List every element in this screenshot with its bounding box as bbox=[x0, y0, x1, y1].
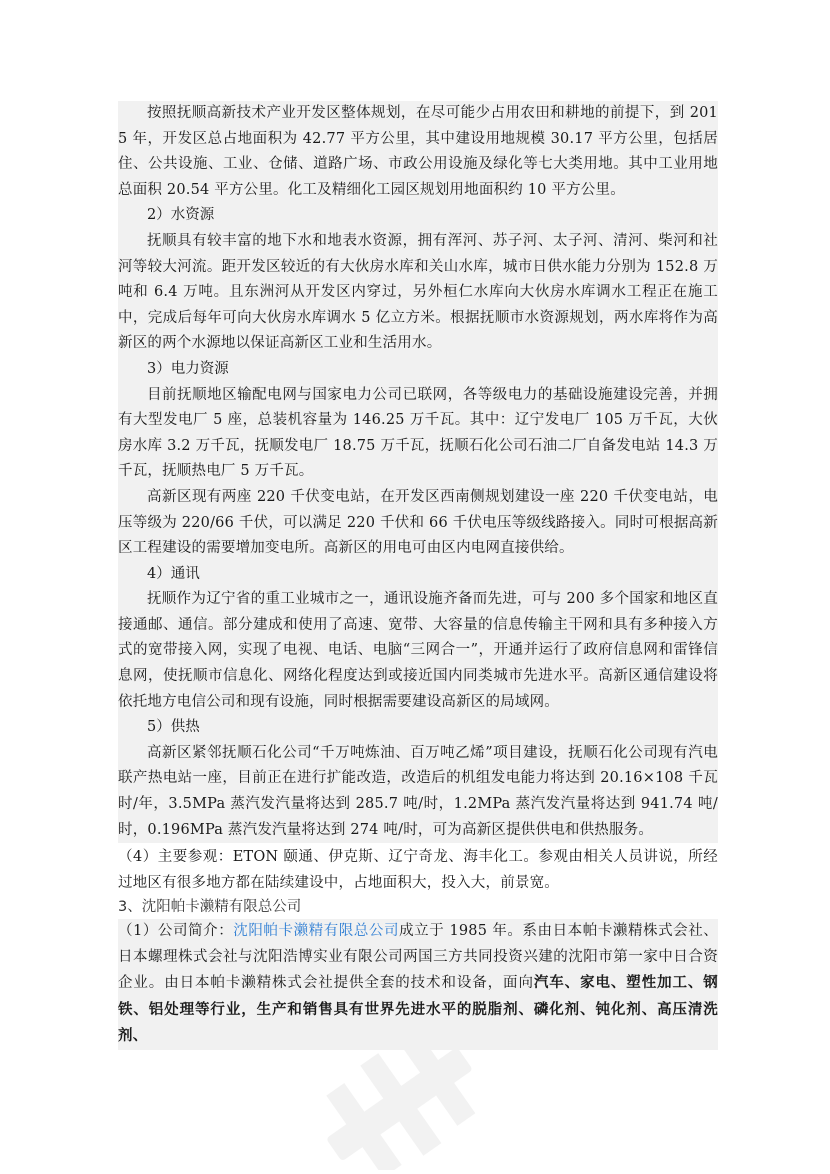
paragraph-heating: 高新区紧邻抚顺石化公司“千万吨炼油、百万吨乙烯”项目建设，抚顺石化公司现有汽电联产热电站一座，目前正在进行扩能改造，改造后的机组发电能力将达到 20.16×108 千瓦时/年，3.5MPa 蒸汽发汽量将达到 285.7 吨/时，1.2MPa 蒸汽发汽量将达到 941.74 吨/时，0.196MPa 蒸汽发汽量将达到 274 吨/时，可为高新区提供供电和供热服务。 bbox=[118, 744, 718, 838]
shaded-section bbox=[118, 101, 718, 843]
paragraph-water: 抚顺具有较丰富的地下水和地表水资源，拥有浑河、苏子河、太子河、清河、柴河和社河等较大河流。距开发区较近的有大伙房水库和关山水库，城市日供水能力分别为 152.8 万吨和 6.4 万吨。且东洲河从开发区内穿过，另外桓仁水库向大伙房水库调水工程正在施工中，完成后每年可向大伙房水库调水 5 亿立方米。根据抚顺市水资源规划，两水库将作为高新区的两个水源地以保证高新区工业和生活用水。 bbox=[118, 232, 718, 352]
watermark-logo-icon-bottom bbox=[300, 1040, 500, 1170]
intro-text: 成立于 1985 年。系由日本帕卡濑精株式会社、日本螺理株式会社与沈阳浩博实业有限公司两国三方共同投资兴建的沈阳市第一家中日合资企业。由日本帕卡濑精株式会社提供全套的技术和设备，面向 bbox=[118, 922, 719, 992]
paragraph-power-2: 高新区现有两座 220 千伏变电站，在开发区西南侧规划建设一座 220 千伏变电站，电压等级为 220/66 千伏，可以满足 220 千伏和 66 千伏电压等级线路接入。同时可根据高新区工程建设的需要增加变电所。高新区的用电可由区内电网直接供给。 bbox=[118, 488, 718, 557]
paragraph-company-intro bbox=[118, 919, 718, 1050]
heading-heating: 5）供热 bbox=[147, 719, 200, 736]
paragraph-communication: 抚顺作为辽宁省的重工业城市之一，通讯设施齐备而先进，可与 200 多个国家和地区直接通邮、通信。部分建成和使用了高速、宽带、大容量的信息传输主干网和具有多种接入方式的宽带接入网，实现了电视、电话、电脑“三网合一”，开通并运行了政府信息网和雷锋信息网，使抚顺市信息化、网络化程度达到或接近国内同类城市先进水平。高新区通信建设将依托地方电信公司和现有设施，同时根据需要建设高新区的局域网。 bbox=[118, 591, 718, 710]
intro-bold-text: 汽车、家电、塑性加工、钢铁、铝处理等行业，生产和销售具有世界先进水平的脱脂剂、磷化剂、钝化剂、高压清洗剂、 bbox=[118, 974, 718, 1045]
heading-water-resources: 2）水资源 bbox=[147, 207, 215, 224]
shaded-section-company bbox=[118, 919, 718, 1050]
heading-company: 3、沈阳帕卡濑精有限总公司 bbox=[118, 899, 302, 916]
paragraph-land-plan: 按照抚顺高新技术产业开发区整体规划，在尽可能少占用农田和耕地的前提下，到 2015 年，开发区总占地面积为 42.77 平方公里，其中建设用地规模 30.17 平方公里，包括居住、公共设施、工业、仓储、道路广场、市政公用设施及绿化等七大类用地。其中工业用地总面积 20.54 平方公里。化工及精细化工园区规划用地面积约 10 平方公里。 bbox=[118, 105, 718, 198]
document-page bbox=[118, 101, 718, 1050]
heading-power-resources: 3）电力资源 bbox=[147, 360, 229, 377]
intro-label: （1）公司简介： bbox=[118, 922, 234, 939]
paragraph-visit: （4）主要参观：ETON 颐通、伊克斯、辽宁奇龙、海丰化工。参观由相关人员讲说，所经过地区有很多地方都在陆续建设中，占地面积大，投入大，前景宽。 bbox=[118, 849, 718, 891]
paragraph-power-1: 目前抚顺地区输配电网与国家电力公司已联网，各等级电力的基础设施建设完善，并拥有大型发电厂 5 座，总装机容量为 146.25 万千瓦。其中：辽宁发电厂 105 万千瓦，大伙房水库 3.2 万千瓦，抚顺发电厂 18.75 万千瓦，抚顺石化公司石油二厂自备发电站 14.3 万千瓦，抚顺热电厂 5 万千瓦。 bbox=[118, 386, 718, 480]
company-link[interactable]: 沈阳帕卡濑精有限总公司 bbox=[233, 922, 400, 939]
heading-communication: 4）通讯 bbox=[147, 565, 200, 582]
